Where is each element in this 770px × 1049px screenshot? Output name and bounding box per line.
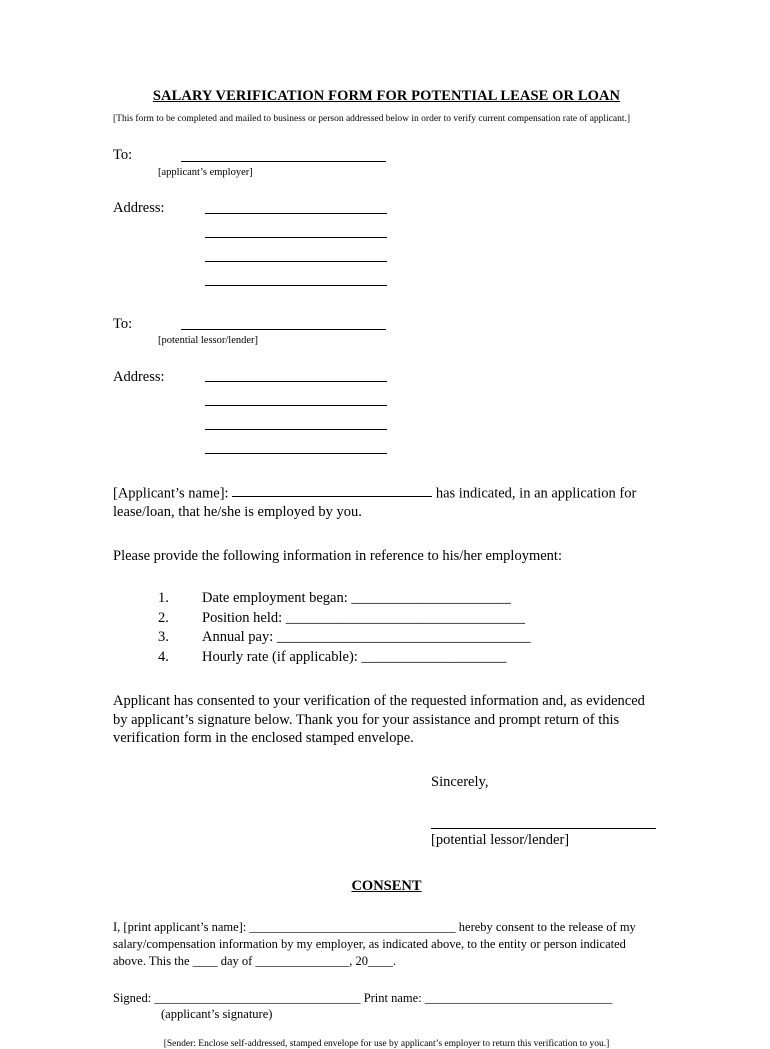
- list-item-number: 1.: [158, 590, 169, 607]
- applicant-name-field[interactable]: [232, 484, 432, 497]
- list-item-label[interactable]: Annual pay: ___________________________________: [202, 629, 531, 646]
- lender-name-field[interactable]: [181, 329, 386, 330]
- page-title: SALARY VERIFICATION FORM FOR POTENTIAL LEASE OR LOAN: [152, 88, 621, 104]
- lender-address-label: Address:: [113, 368, 165, 385]
- employer-address-field-3[interactable]: [205, 261, 387, 262]
- consent-body-line-1[interactable]: I, [print applicant’s name]: _________________________________ hereby consent to the release of my: [113, 919, 636, 934]
- employer-address-label: Address:: [113, 200, 165, 217]
- applicant-paragraph-suffix: has indicated, in an application for lease/loan, that he/she is employed by you.: [113, 485, 637, 521]
- list-item: [113, 628, 660, 647]
- employer-to-row: [113, 147, 660, 164]
- employer-recipient-block: [113, 147, 660, 177]
- applicant-paragraph: [113, 484, 660, 521]
- lender-address-field-2[interactable]: [205, 405, 387, 406]
- instruction-note: [This form to be completed and mailed to business or person addressed below in order to verify current compensation rate of applicant.]: [113, 114, 631, 124]
- list-item: [113, 609, 660, 628]
- employer-address-field-1[interactable]: [205, 213, 387, 214]
- lender-address-field-4[interactable]: [205, 453, 387, 454]
- employer-address-row-2: [113, 218, 660, 242]
- list-item-number: 2.: [158, 609, 169, 626]
- lender-address-field-1[interactable]: [205, 381, 387, 382]
- information-list: [113, 589, 660, 666]
- list-item-label[interactable]: Hourly rate (if applicable): ____________________: [202, 648, 507, 665]
- employer-address-row-3: [113, 242, 660, 266]
- request-line: Please provide the following information in reference to his/her employment:: [113, 547, 562, 564]
- employer-address-block: [113, 194, 660, 290]
- lender-caption: [potential lessor/lender]: [158, 335, 259, 347]
- lender-signature-field[interactable]: [431, 828, 656, 829]
- applicant-signature-caption: (applicant’s signature): [161, 1007, 273, 1022]
- employer-address-row-1: [113, 194, 660, 218]
- lender-address-field-3[interactable]: [205, 429, 387, 430]
- employer-address-field-2[interactable]: [205, 237, 387, 238]
- list-item: [113, 648, 660, 667]
- lender-recipient-block: [113, 316, 660, 346]
- signed-line[interactable]: Signed: _________________________________ Print name: ______________________________: [113, 990, 613, 1005]
- list-item-label[interactable]: Date employment began: ______________________: [202, 590, 511, 607]
- employer-caption: [applicant’s employer]: [158, 166, 253, 178]
- consent-paragraph: Applicant has consented to your verification of the requested information and, as evidenced by applicant’s signature below. Thank you for your assistance and prompt return of this verification form in the enclosed stamped envelope.: [113, 693, 645, 747]
- employer-name-field[interactable]: [181, 161, 386, 162]
- consent-body-line-2: salary/compensation information by my employer, as indicated above, to the entity or person indicated: [113, 936, 626, 951]
- consent-body-line-3[interactable]: above. This the ____ day of _______________, 20____.: [113, 953, 397, 968]
- list-item-label[interactable]: Position held: _________________________________: [202, 609, 526, 626]
- lender-to-label: To:: [113, 315, 133, 332]
- applicant-name-prefix: [Applicant’s name]:: [113, 485, 229, 502]
- employer-address-field-4[interactable]: [205, 285, 387, 286]
- lender-to-row: [113, 316, 660, 333]
- list-item-number: 4.: [158, 648, 169, 665]
- employer-to-label: To:: [113, 147, 133, 164]
- closing-line: Sincerely,: [431, 773, 489, 790]
- sender-note: [Sender: Enclose self-addressed, stamped envelope for use by applicant’s employer to return this verification to you.]: [163, 1039, 610, 1049]
- lender-address-row-1: [113, 362, 660, 386]
- lender-address-row-3: [113, 410, 660, 434]
- lender-address-row-4: [113, 434, 660, 458]
- lender-signature-caption: [potential lessor/lender]: [431, 831, 570, 848]
- lender-address-row-2: [113, 386, 660, 410]
- consent-heading: CONSENT: [351, 877, 422, 894]
- lender-address-block: [113, 362, 660, 458]
- list-item-number: 3.: [158, 629, 169, 646]
- list-item: [113, 589, 660, 608]
- employer-address-row-4: [113, 266, 660, 290]
